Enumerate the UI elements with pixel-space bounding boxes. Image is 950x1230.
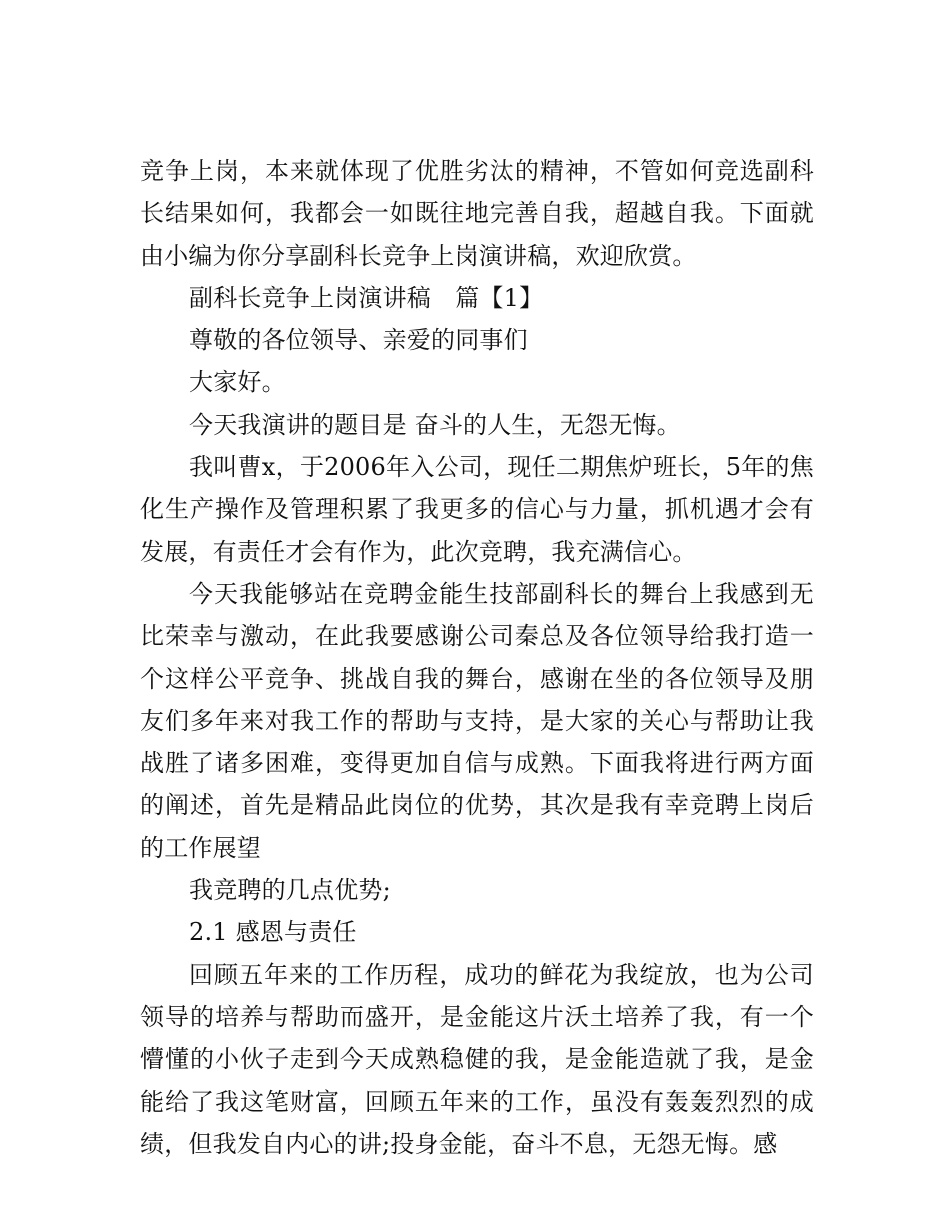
greeting: 大家好。 [189, 368, 286, 397]
section-heading: 副科长竞争上岗演讲稿 篇【1】 [189, 283, 544, 312]
document-body [140, 150, 814, 1165]
self-introduction-paragraph: 我叫曹x，于2006年入公司，现任二期焦炉班长，5年的焦化生产操作及管理积累了我更多的信心与力量，抓机遇才会有发展，有责任才会有作为，此次竞聘，我充满信心。 [140, 453, 814, 566]
subsection-heading: 2.1 感恩与责任 [189, 918, 357, 947]
salutation: 尊敬的各位领导、亲爱的同事们 [189, 326, 528, 355]
speech-topic: 今天我演讲的题目是 奋斗的人生，无怨无悔。 [189, 410, 681, 439]
advantages-heading: 我竞聘的几点优势; [189, 876, 391, 905]
gratitude-paragraph: 今天我能够站在竞聘金能生技部副科长的舞台上我感到无比荣幸与激动，在此我要感谢公司秦总及各位领导给我打造一个这样公平竞争、挑战自我的舞台，感谢在坐的各位领导及朋友们多年来对我工作的帮助与支持，是大家的关心与帮助让我战胜了诸多困难，变得更加自信与成熟。下面我将进行两方面的阐述，首先是精品此岗位的优势，其次是我有幸竞聘上岗后的工作展望 [140, 579, 814, 862]
review-paragraph: 回顾五年来的工作历程，成功的鲜花为我绽放，也为公司领导的培养与帮助而盛开，是金能这片沃土培养了我，有一个懵懂的小伙子走到今天成熟稳健的我，是金能造就了我，是金能给了我这笔财富，回顾五年来的工作，虽没有轰轰烈烈的成绩，但我发自内心的讲;投身金能，奋斗不息，无怨无悔。感 [140, 960, 814, 1158]
intro-paragraph: 竞争上岗，本来就体现了优胜劣汰的精神，不管如何竞选副科长结果如何，我都会一如既往地完善自我，超越自我。下面就由小编为你分享副科长竞争上岗演讲稿，欢迎欣赏。 [140, 157, 814, 270]
